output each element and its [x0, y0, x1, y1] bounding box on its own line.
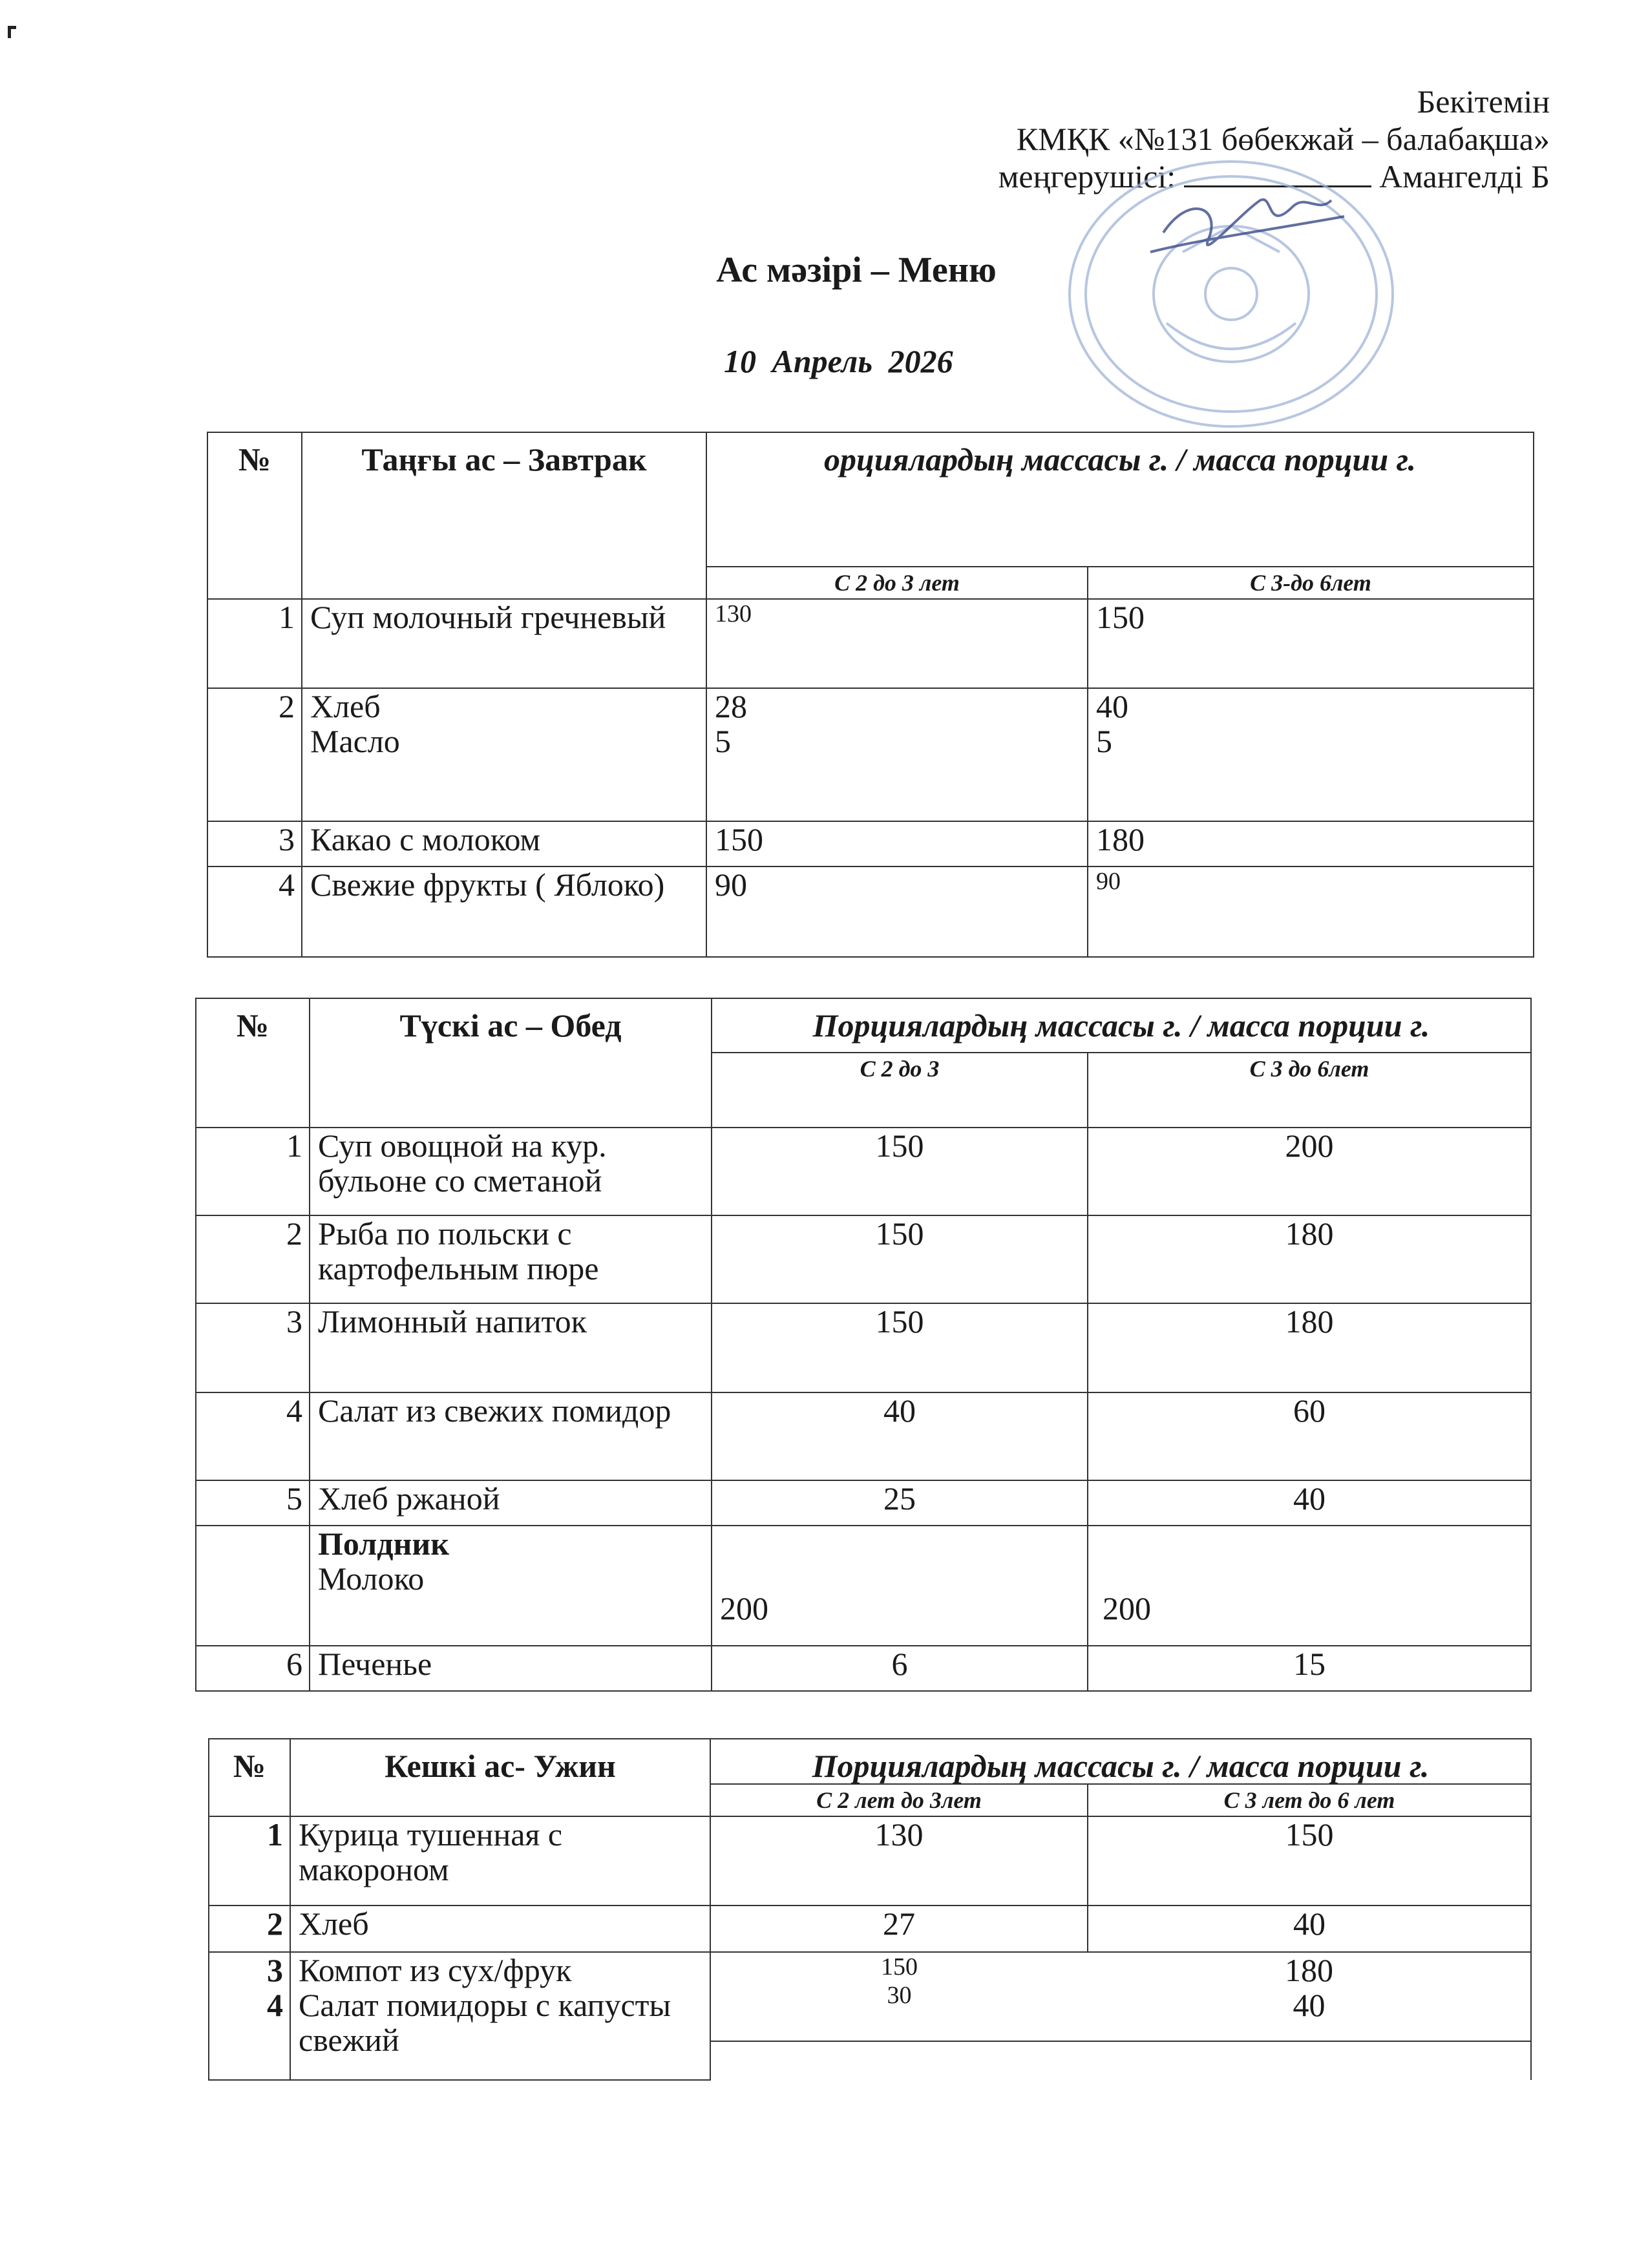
portion-age-b: 180 — [1088, 1215, 1531, 1303]
portion-age-b: 15 — [1088, 1646, 1531, 1691]
breakfast-subheader-age-a: С 2 до 3 лет — [706, 567, 1088, 599]
dinner-subheader-age-a: С 2 лет до 3лет — [710, 1784, 1088, 1816]
round-seal-stamp — [1060, 155, 1402, 433]
snack-portion-b: 200 — [1103, 1590, 1151, 1626]
dinner-table — [208, 1738, 1532, 2081]
signature-scribble — [1150, 200, 1344, 252]
dish-name: Курица тушенная с макороном — [290, 1816, 710, 1906]
portion-age-a: 25 — [712, 1480, 1088, 1526]
portion-age-b: 180 — [1088, 821, 1534, 866]
table-row — [207, 821, 1534, 866]
menu-date: 10 Апрель 2026 — [724, 343, 953, 379]
dish-name-line-1: Хлеб — [310, 688, 381, 724]
approval-line-2: КМҚК «№131 бөбекжай – балабақша» — [1016, 121, 1550, 157]
scan-corner-mark — [8, 26, 16, 38]
portion-age-a: 27 — [710, 1906, 1088, 1952]
table-row — [196, 1392, 1531, 1480]
breakfast-header-name: Таңғы ас – Завтрак — [302, 432, 706, 599]
dinner-subheader-age-b: С 3 лет до 6 лет — [1088, 1784, 1531, 1816]
portion-age-b: 90 — [1088, 866, 1534, 957]
portion-age-a — [710, 1952, 1088, 2080]
snack-title: Полдник — [318, 1526, 450, 1562]
row-number: 6 — [196, 1646, 310, 1691]
row-number: 4 — [207, 866, 302, 957]
table-row — [196, 1215, 1531, 1303]
table-row — [207, 866, 1534, 957]
table-row — [209, 1816, 1531, 1906]
approval-line-3 — [998, 158, 1550, 195]
portion-age-a — [706, 688, 1088, 821]
table-row — [209, 1952, 1531, 2080]
snack-cell — [310, 1526, 712, 1646]
portion-age-a: 150 — [712, 1128, 1088, 1215]
table-row — [207, 599, 1534, 688]
portion-age-a: 6 — [712, 1646, 1088, 1691]
portion-age-a: 150 — [712, 1215, 1088, 1303]
portion-age-a: 90 — [706, 866, 1088, 957]
portion-a-line-2: 5 — [715, 723, 731, 759]
table-row — [196, 1128, 1531, 1215]
lunch-subheader-age-a: С 2 до 3 — [712, 1053, 1088, 1128]
table-row — [196, 1480, 1531, 1526]
row-number: 5 — [196, 1480, 310, 1526]
snack-dish-name: Молоко — [318, 1560, 425, 1597]
row-number: 2 — [209, 1906, 290, 1952]
portion-age-b: 40 — [1088, 1906, 1531, 1952]
portion-age-b — [1088, 1526, 1531, 1646]
snack-row — [196, 1526, 1531, 1646]
table-row — [209, 1906, 1531, 1952]
portion-b-line-2: 40 — [1293, 1987, 1326, 2023]
portion-age-b: 40 — [1088, 1480, 1531, 1526]
row-number: 3 — [196, 1303, 310, 1392]
portion-age-b — [1088, 688, 1534, 821]
dish-name: Рыба по польски с картофельным пюре — [310, 1215, 712, 1303]
dish-name — [302, 688, 706, 821]
row-number: 2 — [207, 688, 302, 821]
row-number-line-1: 3 — [267, 1952, 283, 1988]
dish-name: Суп овощной на кур. бульоне со сметаной — [310, 1128, 712, 1215]
portion-a-line-1: 28 — [715, 688, 747, 724]
portion-a-line-1: 150 — [881, 1953, 918, 1980]
dish-name: Печенье — [310, 1646, 712, 1691]
approval-block — [998, 83, 1550, 195]
page-title: Ас мәзірі – Меню — [716, 250, 997, 290]
table-row — [207, 688, 1534, 821]
portion-a-line-2: 30 — [887, 1982, 912, 2009]
portion-b-line-1: 40 — [1096, 688, 1128, 724]
lunch-header-number: № — [196, 998, 310, 1128]
portion-age-a: 130 — [710, 1816, 1088, 1906]
breakfast-header-number: № — [207, 432, 302, 599]
table-row — [196, 1303, 1531, 1392]
portion-b-line-2: 5 — [1096, 723, 1112, 759]
lunch-table — [195, 998, 1532, 1692]
portion-age-a — [712, 1526, 1088, 1646]
portion-age-b: 150 — [1088, 1816, 1531, 1906]
lunch-header-mass: Порциялардың массасы г. / масса порции г. — [712, 998, 1531, 1053]
approval-line-1: Бекітемін — [1417, 83, 1550, 120]
lunch-subheader-age-b: С 3 до 6лет — [1088, 1053, 1531, 1128]
snack-portion-a: 200 — [720, 1590, 768, 1626]
breakfast-subheader-age-b: С 3-до 6лет — [1088, 567, 1534, 599]
approval-position: меңгерушісі: — [998, 158, 1176, 194]
dish-name: Салат из свежих помидор — [310, 1392, 712, 1480]
signature-line — [1184, 160, 1371, 187]
row-number-line-2: 4 — [267, 1987, 283, 2023]
dish-name: Лимонный напиток — [310, 1303, 712, 1392]
dish-name-line-2: Салат помидоры с капусты свежий — [299, 1987, 671, 2058]
row-number-empty — [196, 1526, 310, 1646]
portion-age-b — [1088, 1952, 1531, 2080]
dish-name: Свежие фрукты ( Яблоко) — [302, 866, 706, 957]
lunch-header-name: Түскі ас – Обед — [310, 998, 712, 1128]
dish-name-line-2: Масло — [310, 723, 400, 759]
dish-name: Суп молочный гречневый — [302, 599, 706, 688]
dinner-partial-bottom-border — [710, 2041, 1532, 2042]
portion-age-b: 180 — [1088, 1303, 1531, 1392]
portion-age-a: 40 — [712, 1392, 1088, 1480]
dinner-header-name: Кешкі ас- Ужин — [290, 1739, 710, 1816]
dinner-header-number: № — [209, 1739, 290, 1816]
row-number: 2 — [196, 1215, 310, 1303]
dish-name: Хлеб — [290, 1906, 710, 1952]
approval-name: Амангелді Б — [1379, 158, 1550, 194]
dish-name — [290, 1952, 710, 2080]
row-number: 1 — [209, 1816, 290, 1906]
row-number: 1 — [207, 599, 302, 688]
dish-name-line-1: Компот из сух/фрук — [299, 1952, 572, 1988]
row-number — [209, 1952, 290, 2080]
portion-age-b: 200 — [1088, 1128, 1531, 1215]
breakfast-header-mass: орциялардың массасы г. / масса порции г. — [706, 432, 1534, 567]
row-number: 4 — [196, 1392, 310, 1480]
portion-age-a: 130 — [706, 599, 1088, 688]
breakfast-table — [207, 432, 1534, 958]
portion-age-b: 60 — [1088, 1392, 1531, 1480]
portion-b-line-1: 180 — [1285, 1952, 1333, 1988]
row-number: 3 — [207, 821, 302, 866]
portion-age-b: 150 — [1088, 599, 1534, 688]
dish-name: Какао с молоком — [302, 821, 706, 866]
row-number: 1 — [196, 1128, 310, 1215]
table-row — [196, 1646, 1531, 1691]
dish-name: Хлеб ржаной — [310, 1480, 712, 1526]
dinner-header-mass: Порциялардың массасы г. / масса порции г. — [710, 1739, 1531, 1784]
portion-age-a: 150 — [706, 821, 1088, 866]
portion-age-a: 150 — [712, 1303, 1088, 1392]
